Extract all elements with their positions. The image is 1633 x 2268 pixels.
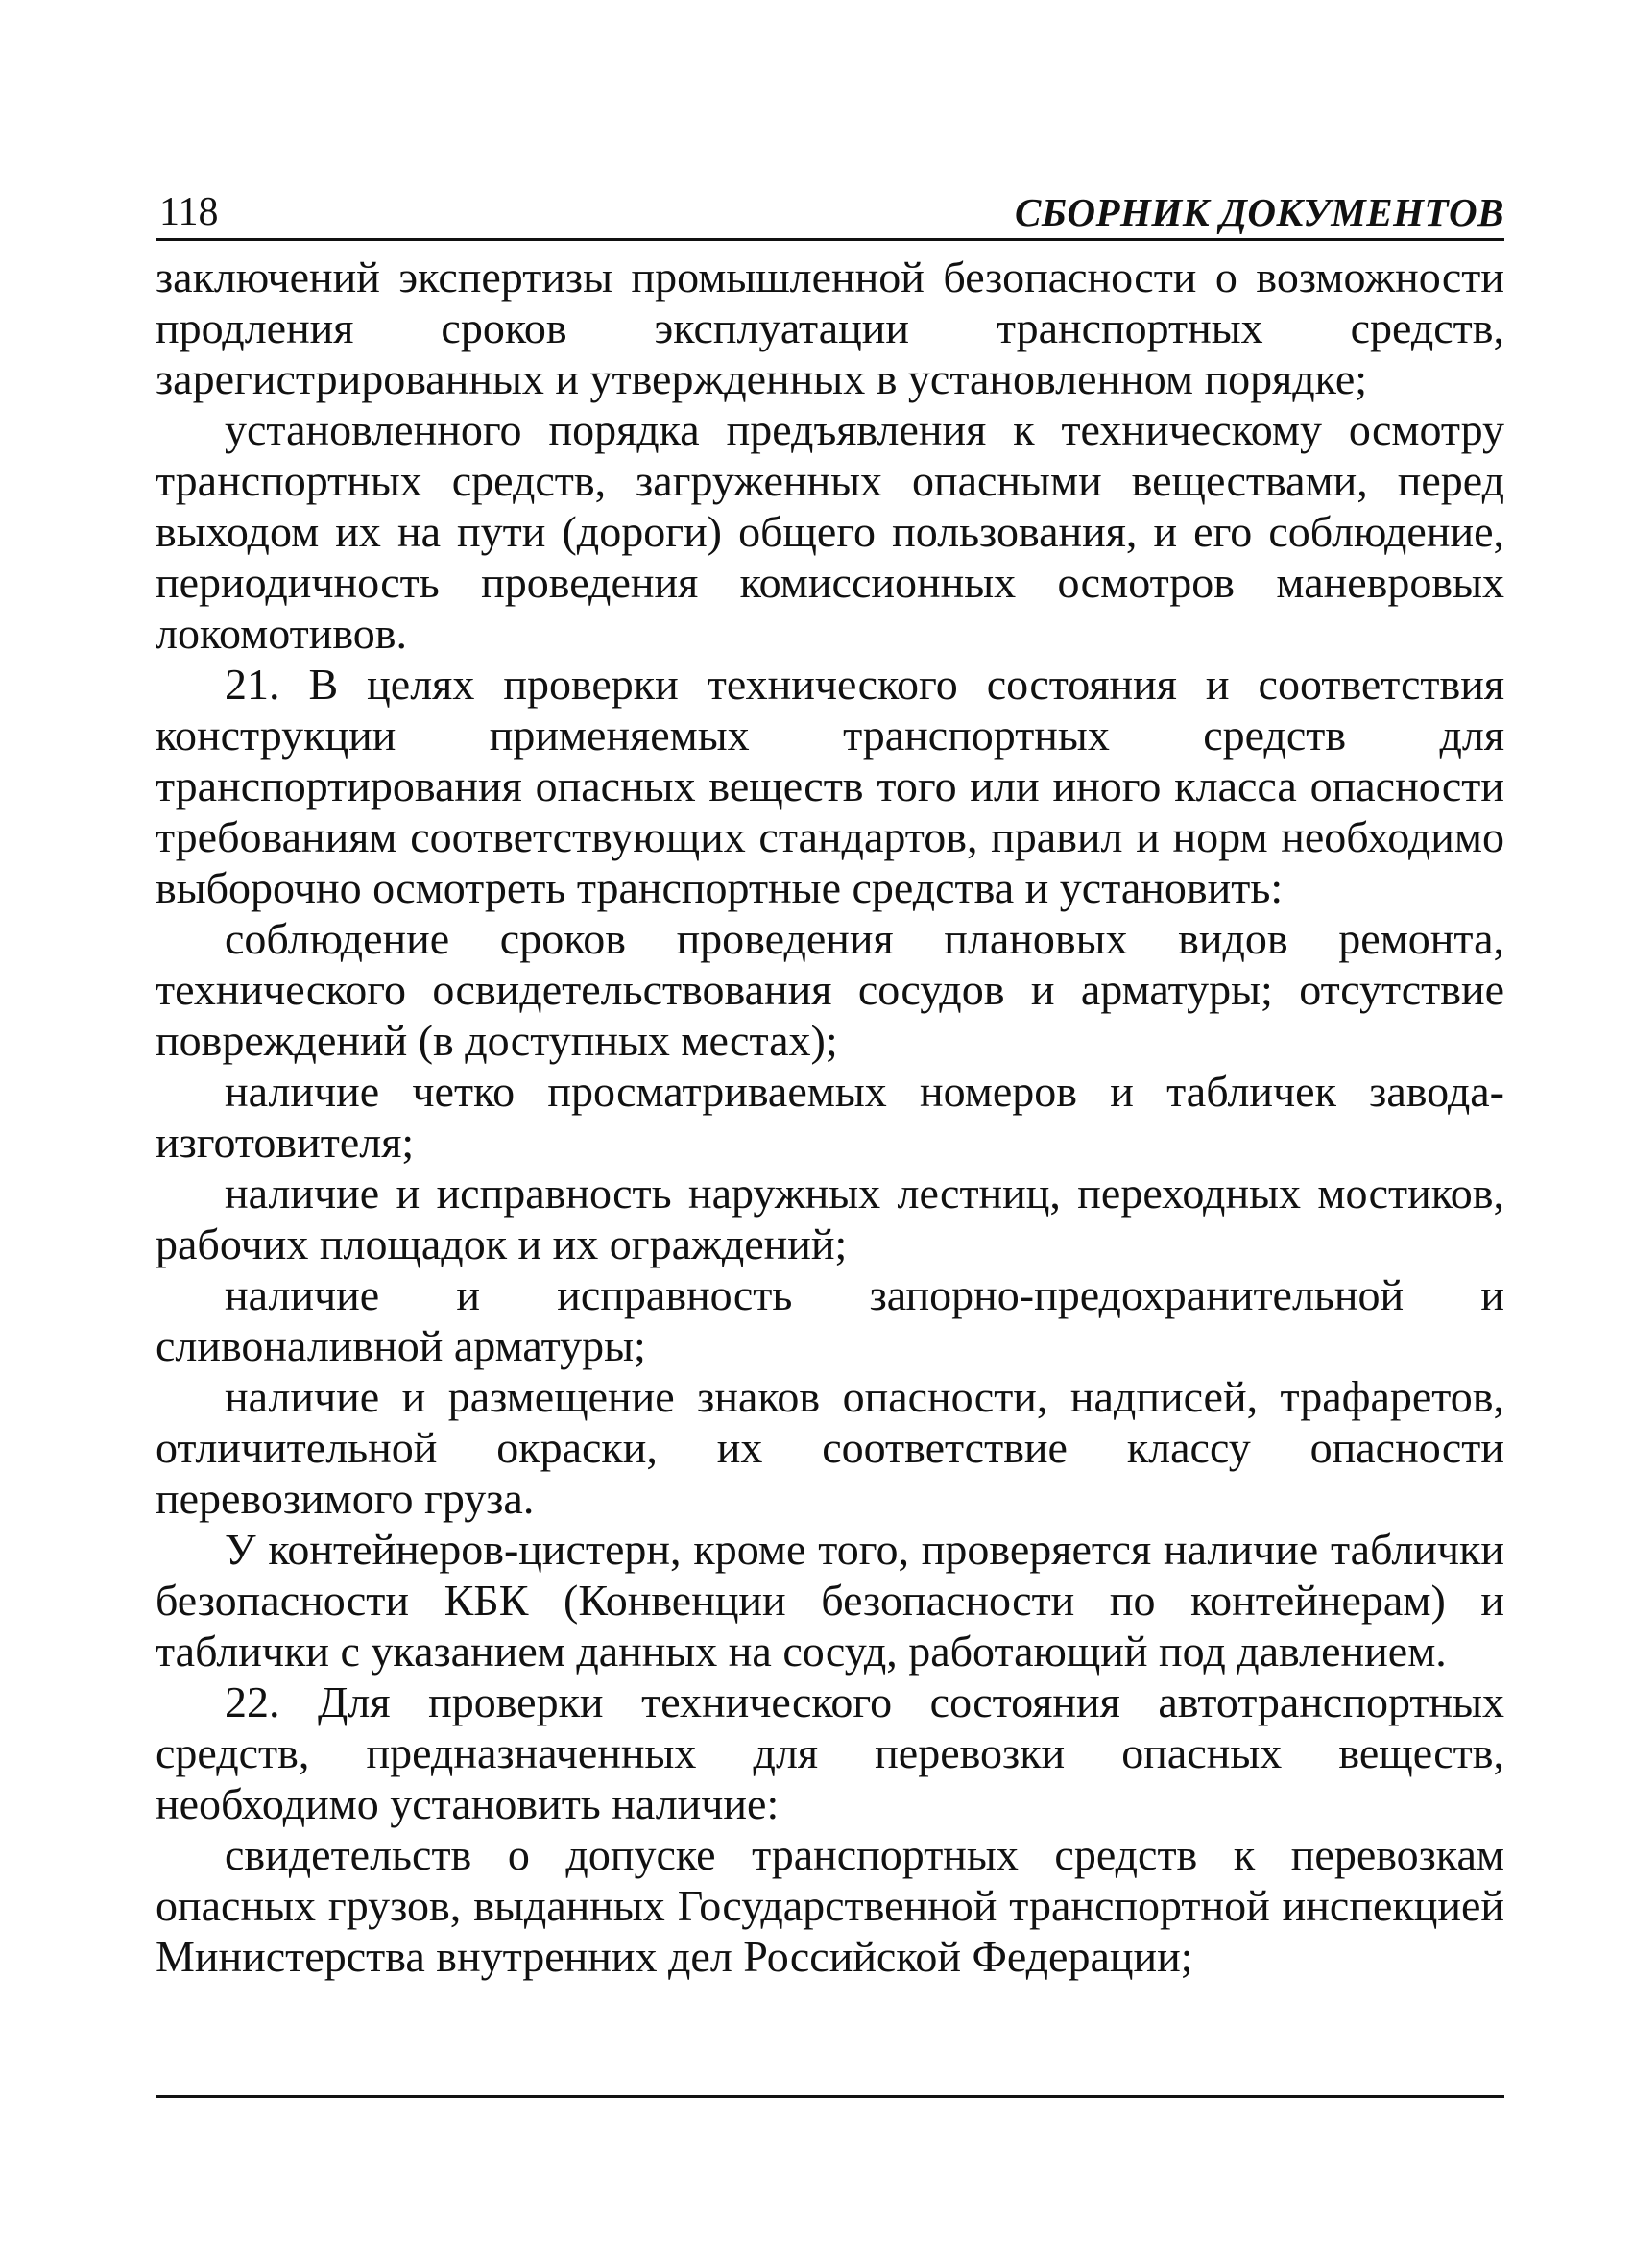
collection-title: СБОРНИК ДОКУМЕНТОВ [1015,190,1504,234]
paragraph-3: 21. В целях проверки технического состояния и соответствия конструкции применяемых транспортных средств для транспортирования опасных веществ того или иного класса опасности требованиям соответствующих стандартов, правил и норм необходимо выборочно осмотреть транспортные средства и установить: [156,660,1504,912]
header-rule [156,238,1504,241]
document-page [156,0,1504,2268]
paragraph-2: установленного порядка предъявления к техническому осмотру транспортных средств, загруженных опасными веществами, перед выходом их на пути (дороги) общего пользования, и его соблюдение, периодичность проведения комиссионных осмотров маневровых локомотивов. [156,405,1504,658]
paragraph-6: наличие и исправность наружных лестниц, переходных мостиков, рабочих площадок и их ограждений; [156,1169,1504,1268]
paragraph-10: 22. Для проверки технического состояния автотранспортных средств, предназначенных для перевозки опасных веществ, необходимо установить наличие: [156,1677,1504,1828]
paragraph-11: свидетельств о допуске транспортных средств к перевозкам опасных грузов, выданных Государственной транспортной инспекцией Министерства внутренних дел Российской Федерации; [156,1830,1504,1981]
paragraph-4: соблюдение сроков проведения плановых видов ремонта, технического освидетельствования сосудов и арматуры; отсутствие повреждений (в доступных местах); [156,914,1504,1065]
footer-rule [156,2095,1504,2098]
paragraph-1: заключений экспертизы промышленной безопасности о возможности продления сроков эксплуатации транспортных средств, зарегистрированных и утвержденных в установленном порядке; [156,253,1504,403]
paragraph-5: наличие четко просматриваемых номеров и табличек завода-изготовителя; [156,1067,1504,1167]
paragraph-7: наличие и исправность запорно-предохранительной и сливоналивной арматуры; [156,1270,1504,1370]
page-number: 118 [159,190,219,234]
body-text [156,252,1504,1982]
running-header [156,188,1504,238]
paragraph-8: наличие и размещение знаков опасности, надписей, трафаретов, отличительной окраски, их соответствие классу опасности перевозимого груза. [156,1372,1504,1523]
paragraph-9: У контейнеров-цистерн, кроме того, проверяется наличие таблички безопасности КБК (Конвенции безопасности по контейнерам) и таблички с указанием данных на сосуд, работающий под давлением. [156,1525,1504,1676]
